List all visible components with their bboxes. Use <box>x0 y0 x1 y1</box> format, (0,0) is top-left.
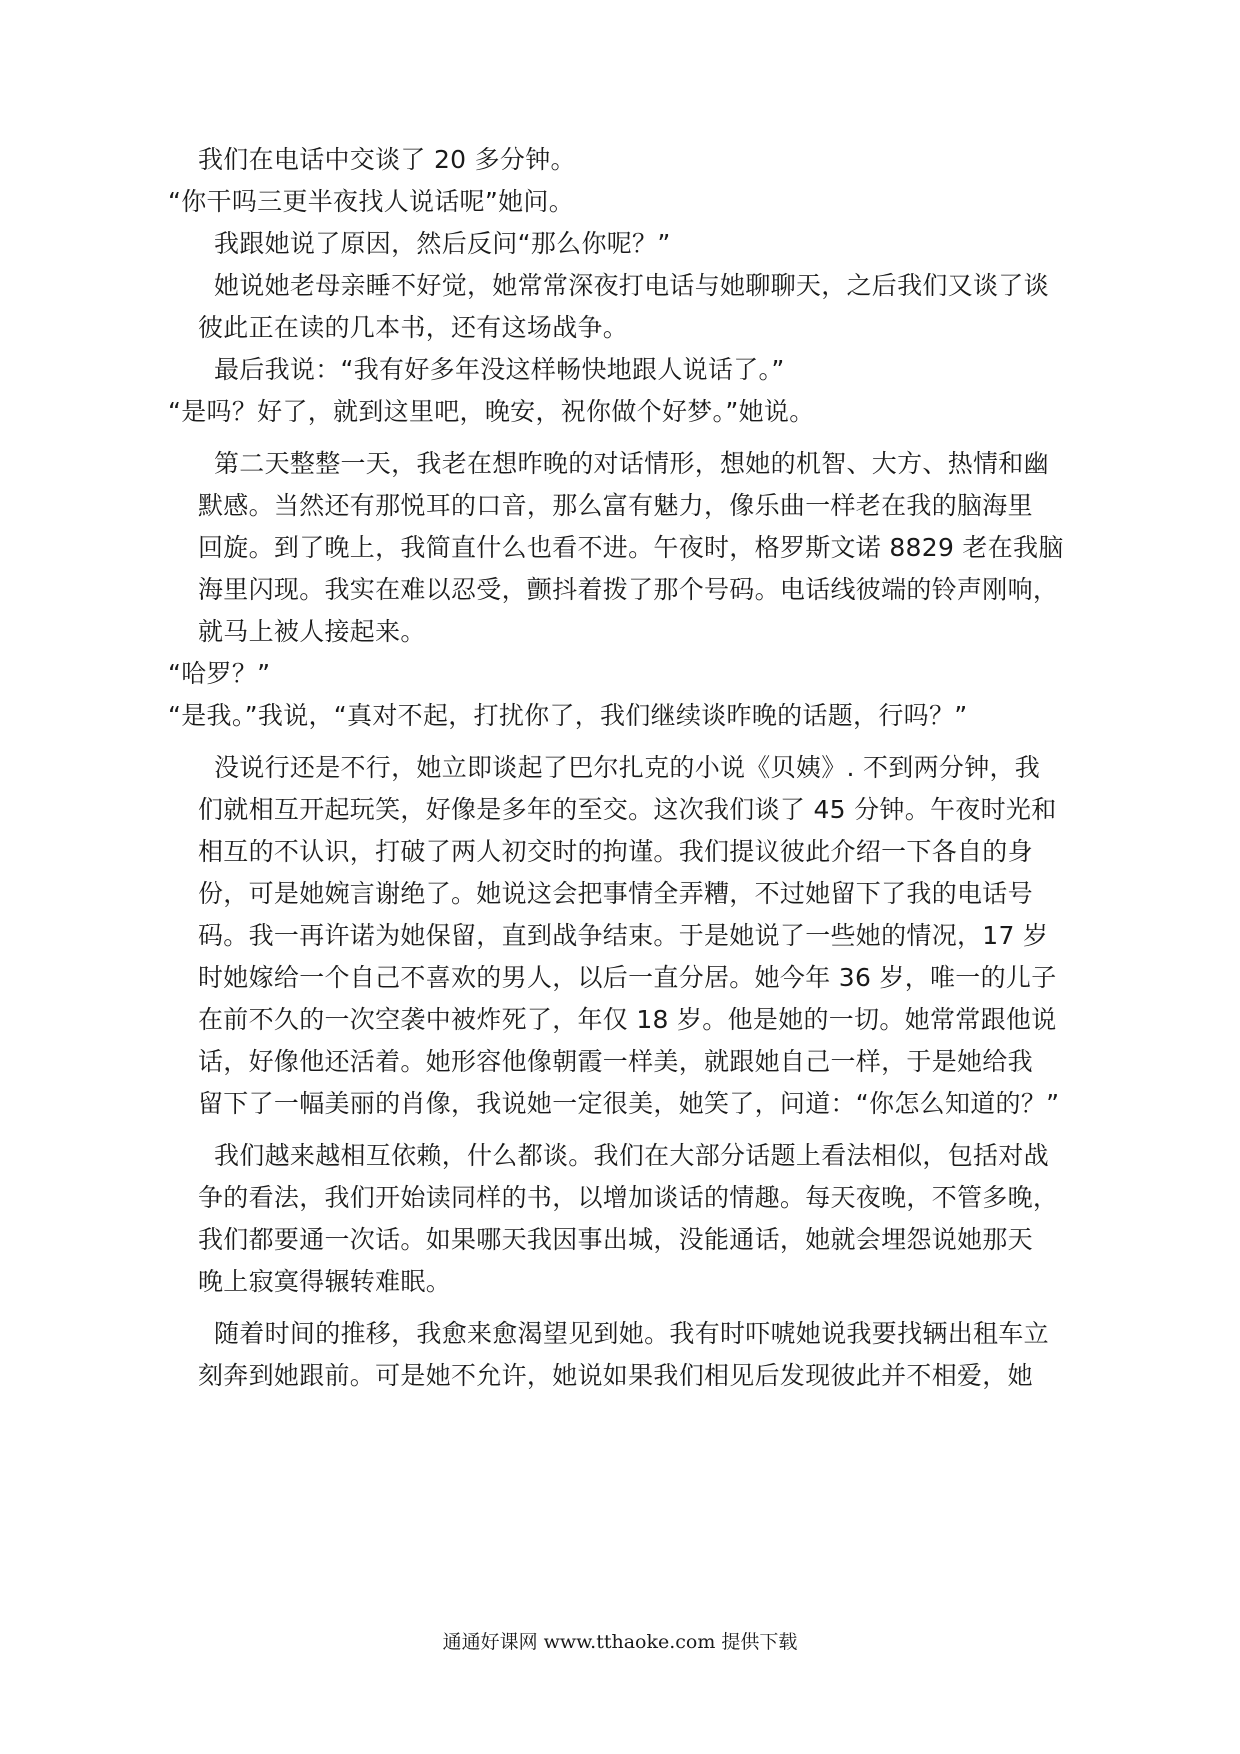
page-footer: 通通好课网 www.tthaoke.com 提供下载 <box>442 1631 798 1653</box>
text-line: 她说她老母亲睡不好觉，她常常深夜打电话与她聊聊天，之后我们又谈了谈 <box>214 271 1049 300</box>
text-line: 第二天整整一天，我老在想昨晚的对话情形，想她的机智、大方、热情和幽 <box>214 449 1049 478</box>
text-line: 份，可是她婉言谢绝了。她说这会把事情全弄糟，不过她留下了我的电话号 <box>198 879 1033 908</box>
text-line: “你干吗三更半夜找人说话呢”她问。 <box>168 187 575 216</box>
text-line: 留下了一幅美丽的肖像，我说她一定很美，她笑了，问道：“你怎么知道的？” <box>198 1089 1060 1118</box>
text-line: 时她嫁给一个自己不喜欢的男人，以后一直分居。她今年 36 岁，唯一的儿子 <box>198 963 1057 992</box>
text-line: 就马上被人接起来。 <box>198 617 426 646</box>
text-line: 争的看法，我们开始读同样的书，以增加谈话的情趣。每天夜晚，不管多晚， <box>198 1183 1059 1212</box>
text-line: 最后我说：“我有好多年没这样畅快地跟人说话了。” <box>214 355 785 384</box>
text-line: “是我。”我说，“真对不起，打扰你了，我们继续谈昨晚的话题，行吗？” <box>168 701 968 730</box>
text-line: 码。我一再许诺为她保留，直到战争结束。于是她说了一些她的情况，17 岁 <box>198 921 1049 950</box>
text-line: 默感。当然还有那悦耳的口音，那么富有魅力，像乐曲一样老在我的脑海里 <box>198 491 1033 520</box>
text-line: 话，好像他还活着。她形容他像朝霞一样美，就跟她自己一样，于是她给我 <box>198 1047 1033 1076</box>
text-line: “是吗？好了，就到这里吧，晚安，祝你做个好梦。”她说。 <box>168 397 815 426</box>
text-line: 刻奔到她跟前。可是她不允许，她说如果我们相见后发现彼此并不相爱，她 <box>198 1361 1033 1390</box>
text-line: 我们在电话中交谈了 20 多分钟。 <box>198 145 576 174</box>
text-line: 没说行还是不行，她立即谈起了巴尔扎克的小说《贝姨》. 不到两分钟，我 <box>214 753 1041 782</box>
text-line: “哈罗？” <box>168 659 271 688</box>
text-line: 们就相互开起玩笑，好像是多年的至交。这次我们谈了 45 分钟。午夜时光和 <box>198 795 1057 824</box>
text-line: 我们越来越相互依赖，什么都谈。我们在大部分话题上看法相似，包括对战 <box>214 1141 1049 1170</box>
text-line: 相互的不认识，打破了两人初交时的拘谨。我们提议彼此介绍一下各自的身 <box>198 837 1033 866</box>
text-line: 回旋。到了晚上，我简直什么也看不进。午夜时，格罗斯文诺 8829 老在我脑 <box>198 533 1064 562</box>
text-line: 晚上寂寞得辗转难眠。 <box>198 1267 452 1296</box>
text-line: 海里闪现。我实在难以忍受，颤抖着拨了那个号码。电话线彼端的铃声刚响， <box>198 575 1059 604</box>
text-line: 在前不久的一次空袭中被炸死了，年仅 18 岁。他是她的一切。她常常跟他说 <box>198 1005 1057 1034</box>
text-line: 我们都要通一次话。如果哪天我因事出城，没能通话，她就会埋怨说她那天 <box>198 1225 1033 1254</box>
text-line: 彼此正在读的几本书，还有这场战争。 <box>198 313 629 342</box>
text-line: 我跟她说了原因，然后反问“那么你呢？” <box>214 229 671 258</box>
text-line: 随着时间的推移，我愈来愈渴望见到她。我有时吓唬她说我要找辆出租车立 <box>214 1319 1049 1348</box>
